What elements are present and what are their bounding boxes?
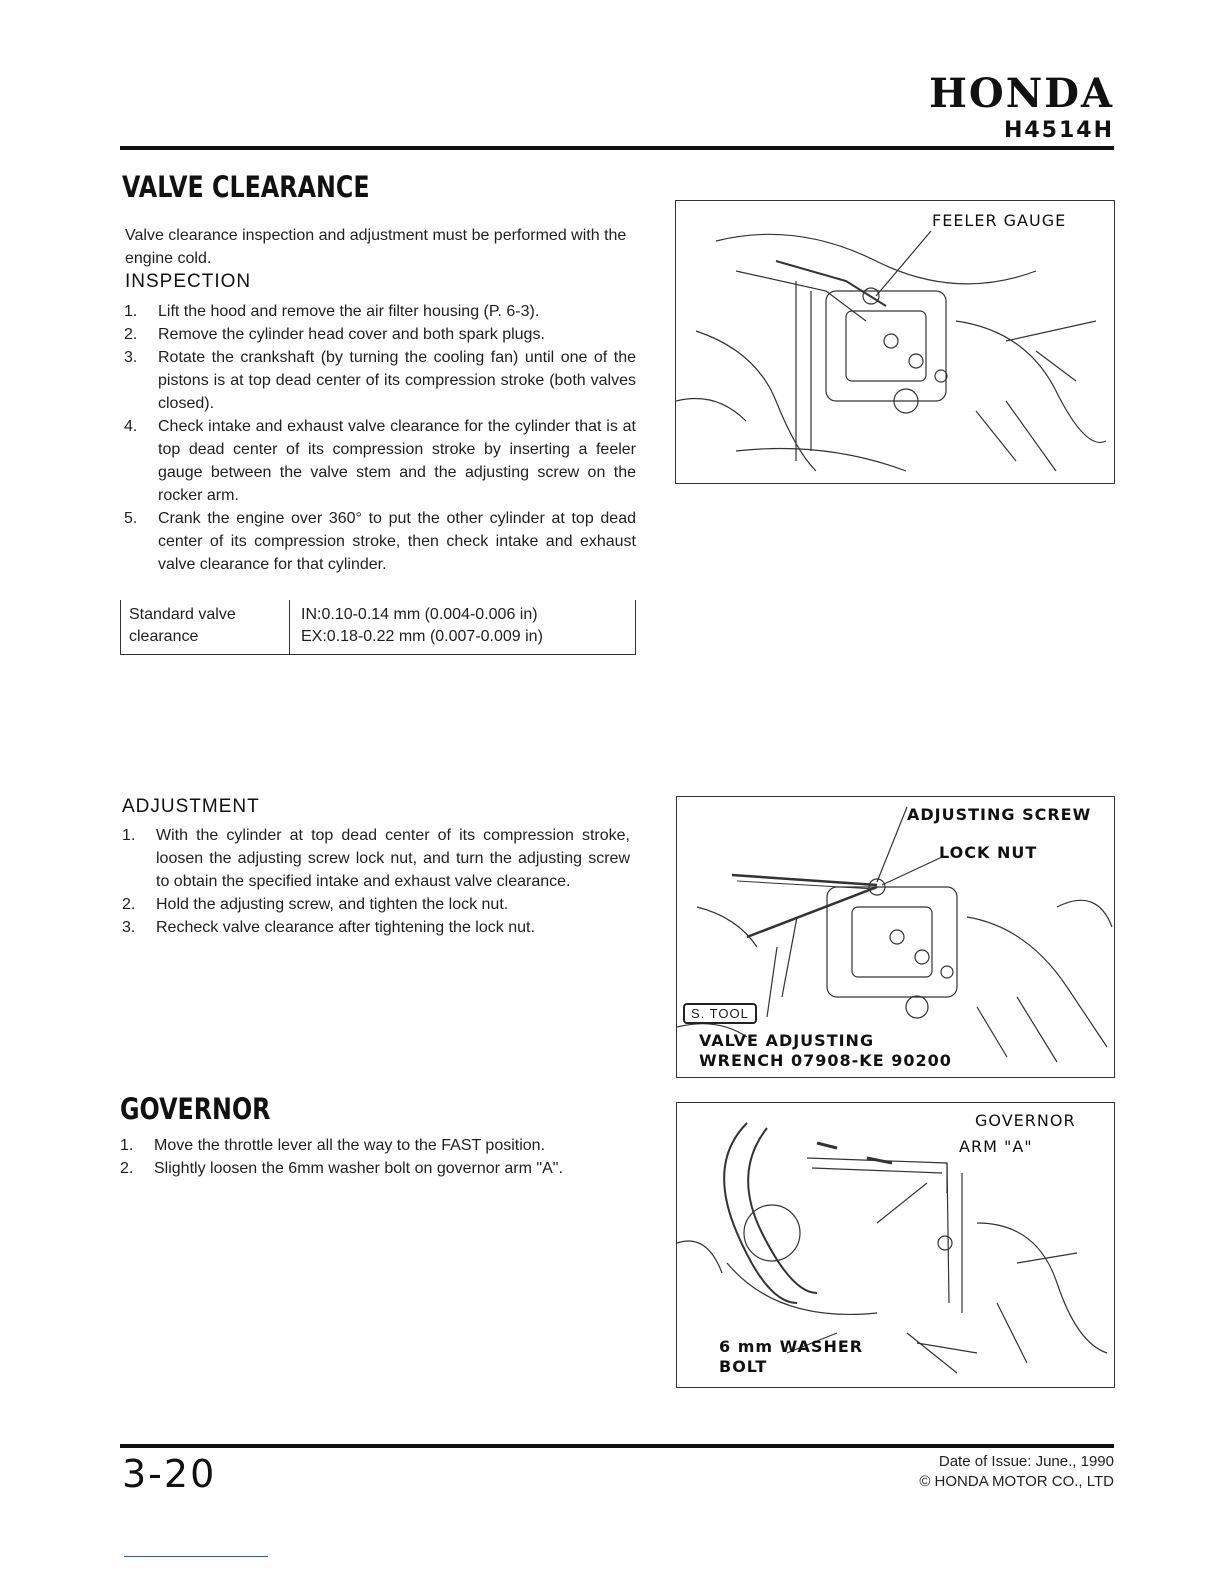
- issue-info: [919, 1452, 1114, 1492]
- list-item: 1. With the cylinder at top dead center of its compression stroke, loosen the adjusting screw lock nut, and turn the adjusting screw to obtain the specified intake and exhaust valve clearance.: [122, 827, 630, 890]
- adjustment-heading: ADJUSTMENT: [122, 796, 260, 817]
- spec-table: [120, 600, 636, 655]
- issue-date: Date of Issue: June., 1990: [938, 1453, 1114, 1470]
- wrench-label-line1: VALVE ADJUSTING: [699, 1031, 875, 1050]
- feeler-gauge-label: FEELER GAUGE: [932, 211, 1067, 230]
- adjustment-steps: [122, 824, 630, 939]
- link-underline: [124, 1556, 268, 1557]
- header-rule: [120, 146, 1114, 150]
- list-item: 3. Recheck valve clearance after tightening the lock nut.: [122, 919, 535, 936]
- governor-steps: [120, 1134, 640, 1180]
- washer-bolt-label-line1: 6 mm WASHER: [719, 1337, 864, 1356]
- inspection-heading: INSPECTION: [125, 271, 252, 292]
- spec-divider: [289, 600, 290, 654]
- spec-intake: IN:0.10-0.14 mm (0.004-0.006 in): [301, 606, 538, 623]
- figure-adjusting-screw: [676, 796, 1115, 1078]
- engine-illustration-1: [676, 201, 1114, 483]
- copyright: © HONDA MOTOR CO., LTD: [919, 1473, 1114, 1490]
- spec-exhaust: EX:0.18-0.22 mm (0.007-0.009 in): [301, 628, 543, 645]
- list-item: 2. Remove the cylinder head cover and both spark plugs.: [124, 326, 545, 343]
- page-number: 3-20: [122, 1452, 217, 1496]
- section-title-governor: GOVERNOR: [120, 1092, 271, 1126]
- honda-logo: HONDA: [929, 70, 1114, 117]
- spec-values: [301, 604, 543, 648]
- list-item: 1. Lift the hood and remove the air filter housing (P. 6-3).: [124, 303, 540, 320]
- lock-nut-label: LOCK NUT: [939, 843, 1038, 862]
- figure-feeler-gauge: [675, 200, 1115, 484]
- section-title-valve-clearance: VALVE CLEARANCE: [122, 170, 370, 204]
- list-item: 5. Crank the engine over 360° to put the other cylinder at top dead center of its compression stroke, then check intake and exhaust valve clearance for that cylinder.: [124, 510, 636, 573]
- footer-rule: [120, 1444, 1114, 1448]
- model-number: H4514H: [1003, 118, 1114, 143]
- list-item: 2. Hold the adjusting screw, and tighten the lock nut.: [122, 896, 509, 913]
- inspection-steps: [124, 300, 636, 576]
- list-item: 1. Move the throttle lever all the way to the FAST position.: [120, 1137, 546, 1154]
- adjusting-screw-label: ADJUSTING SCREW: [907, 805, 1092, 824]
- governor-arm-label-line2: ARM "A": [959, 1137, 1033, 1156]
- valve-clearance-intro: Valve clearance inspection and adjustment must be performed with the engine cold.: [125, 227, 627, 267]
- governor-arm-label-line1: GOVERNOR: [975, 1111, 1076, 1130]
- list-item: 4. Check intake and exhaust valve clearance for the cylinder that is at top dead center of its compression stroke by inserting a feeler gauge between the valve stem and the adjusting screw on the rocker arm.: [124, 418, 636, 504]
- special-tool-tag: S. TOOL: [683, 1003, 757, 1024]
- wrench-label-line2: WRENCH 07908-KE 90200: [699, 1051, 952, 1070]
- figure-governor: [676, 1102, 1115, 1388]
- spec-label: Standard valve clearance: [129, 606, 236, 645]
- header-brand: [929, 72, 1114, 143]
- washer-bolt-label-line2: BOLT: [719, 1357, 768, 1376]
- list-item: 3. Rotate the crankshaft (by turning the cooling fan) until one of the pistons is at top dead center of its compression stroke (both valves closed).: [124, 349, 636, 412]
- list-item: 2. Slightly loosen the 6mm washer bolt on governor arm "A".: [120, 1160, 563, 1177]
